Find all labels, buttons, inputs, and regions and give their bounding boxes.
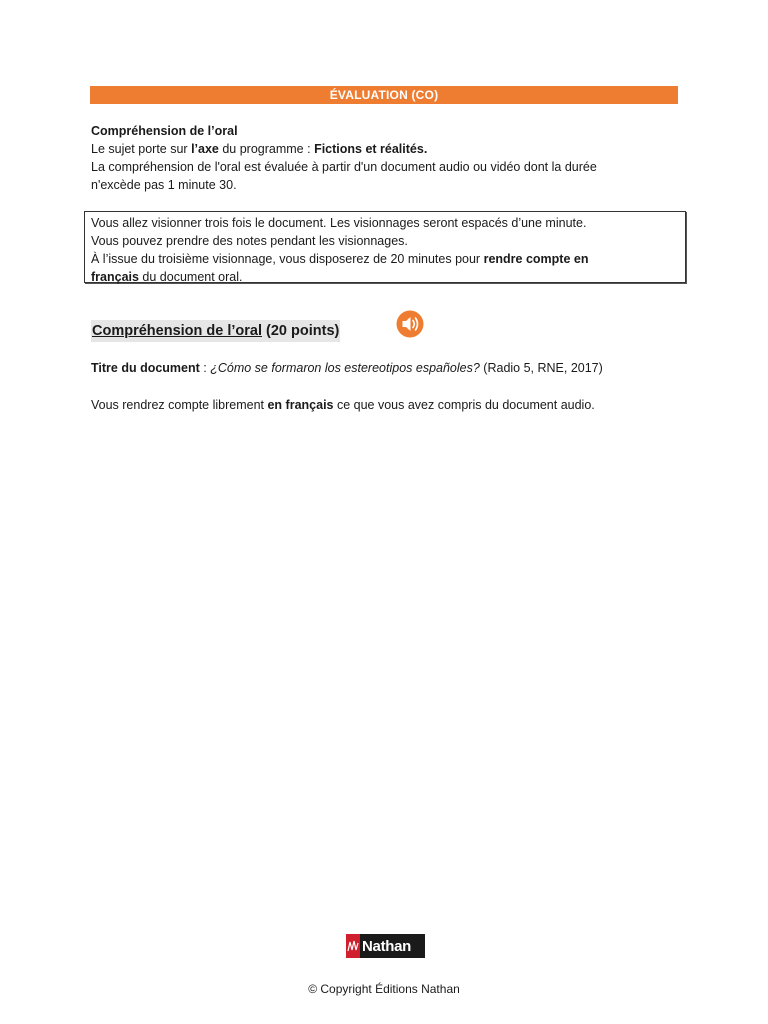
banner-title: ÉVALUATION (CO) — [329, 88, 439, 102]
logo-text: Nathan — [362, 937, 412, 955]
intro-text: du programme : — [218, 142, 315, 156]
intro-line-3: n'excède pas 1 minute 30. — [91, 178, 237, 192]
section-title — [91, 320, 340, 342]
instruction-line-4 — [91, 268, 681, 286]
document-separator: : — [199, 361, 211, 375]
instruction-text: À l’issue du troisième visionnage, vous disposerez de 20 minutes pour — [91, 252, 484, 266]
instruction-text: du document oral. — [138, 270, 243, 284]
intro-theme: Fictions et réalités. — [314, 142, 428, 156]
intro-block — [91, 122, 681, 194]
task-text: ce que vous avez compris du document audio. — [333, 398, 595, 412]
section-title-points: (20 points) — [262, 323, 340, 339]
task-text: Vous rendrez compte librement — [91, 398, 268, 412]
document-title-line — [91, 359, 603, 377]
instruction-line-2: Vous pouvez prendre des notes pendant les visionnages. — [91, 234, 408, 248]
instruction-line-1: Vous allez visionner trois fois le document. Les visionnages seront espacés d’une minute. — [91, 216, 587, 230]
instruction-emphasis: rendre compte en — [483, 252, 589, 266]
document-source: (Radio 5, RNE, 2017) — [479, 361, 603, 375]
intro-axe: l’axe — [191, 142, 219, 156]
instruction-emphasis: français — [91, 270, 139, 284]
section-title-underlined: Compréhension de l’oral — [92, 323, 262, 339]
copyright-text: © Copyright Éditions Nathan — [308, 982, 460, 996]
intro-text: Le sujet porte sur — [91, 142, 192, 156]
intro-line-2: La compréhension de l'oral est évaluée à partir d'un document audio ou vidéo dont la durée — [91, 160, 597, 174]
nathan-logo — [346, 934, 425, 958]
intro-heading: Compréhension de l’oral — [91, 124, 238, 138]
instruction-box — [84, 211, 686, 283]
speaker-icon[interactable] — [396, 310, 424, 338]
task-instruction — [91, 396, 595, 414]
intro-line-1 — [91, 140, 681, 158]
logo-mark-icon — [346, 934, 360, 958]
document-title: ¿Cómo se formaron los estereotipos españoles? — [210, 361, 480, 375]
evaluation-banner — [90, 86, 678, 104]
document-label: Titre du document — [91, 361, 200, 375]
task-emphasis: en français — [267, 398, 334, 412]
instruction-line-3 — [91, 250, 681, 268]
